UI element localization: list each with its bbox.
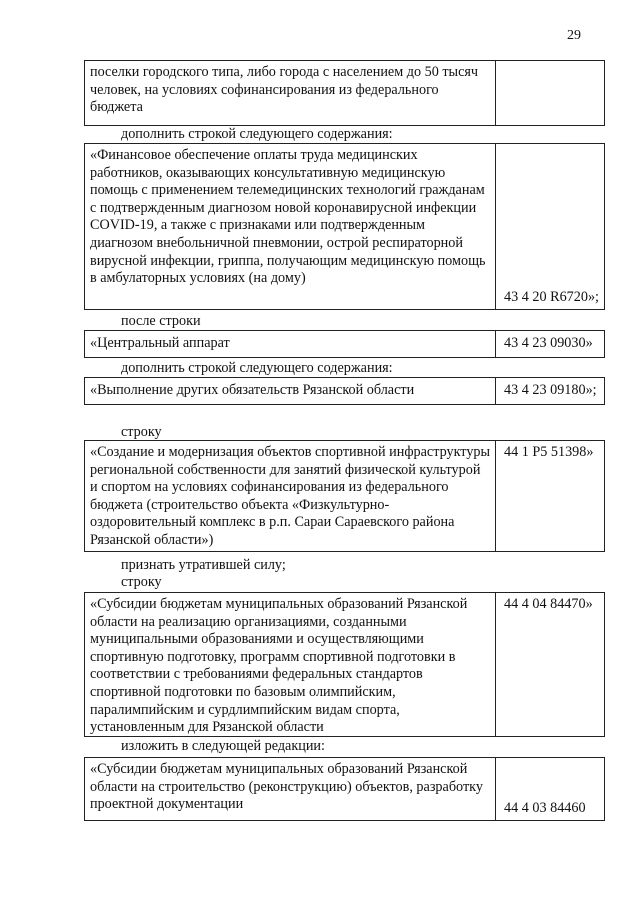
row-code-text: 44 4 03 84460	[504, 800, 586, 817]
row-description: «Субсидии бюджетам муниципальных образований Рязанской области на реализацию организациями, созданными муниципальными образованиями и осуществляющими спортивную подготовку, программ спортивной подготовки в соответствии с требованиями федеральных стандартов спортивной подготовки по базовым олимпийским, паралимпийским и сурдлимпийским видам спорта, установленным для Рязанской области	[85, 593, 496, 736]
row-description: «Выполнение других обязательств Рязанской области	[85, 378, 496, 404]
row-code	[496, 144, 604, 309]
table-row	[84, 757, 605, 821]
row-description: «Создание и модернизация объектов спортивной инфраструктуры региональной собственности для занятий физической культурой и спортом на условиях софинансирования из федерального бюджета (строительство объекта «Физкультурно-оздоровительный комплекс в р.п. Сараи Сараевского района Рязанской области»)	[85, 441, 496, 551]
table-row	[84, 330, 605, 358]
table-row	[84, 143, 605, 310]
instruction-restate: изложить в следующей редакции:	[121, 738, 325, 754]
instruction-repeal: признать утратившей силу;	[121, 557, 286, 573]
table-row	[84, 60, 605, 126]
row-code-text: 44 4 04 84470»	[504, 596, 593, 612]
row-code-text: 43 4 20 R6720»;	[504, 289, 599, 306]
row-description: «Центральный аппарат	[85, 331, 496, 357]
row-code	[496, 378, 604, 404]
row-description: «Субсидии бюджетам муниципальных образований Рязанской области на строительство (реконструкцию) объектов, разработку проектной документации	[85, 758, 496, 820]
row-description: «Финансовое обеспечение оплаты труда медицинских работников, оказывающих консультативную медицинскую помощь с применением телемедицинских технологий гражданам с подтвержденным диагнозом новой коронавирусной инфекции COVID-19, а также с признаками или подтвержденным диагнозом внебольничной пневмонии, острой респираторной вирусной инфекции, гриппа, получающим медицинскую помощь в амбулаторных условиях (на дому)	[85, 144, 496, 309]
table-row	[84, 377, 605, 405]
table-row	[84, 592, 605, 737]
instruction-line: строку	[121, 574, 162, 590]
row-code-text: 44 1 P5 51398»	[504, 444, 594, 460]
row-code	[496, 331, 604, 357]
page-number: 29	[567, 28, 581, 43]
row-code-text: 43 4 23 09030»	[504, 335, 593, 351]
instruction-add-line: дополнить строкой следующего содержания:	[121, 126, 393, 142]
row-code-text: 43 4 23 09180»;	[504, 382, 597, 398]
instruction-line: строку	[121, 424, 162, 440]
table-row	[84, 440, 605, 552]
row-code	[496, 441, 604, 551]
instruction-add-line: дополнить строкой следующего содержания:	[121, 360, 393, 376]
row-description: поселки городского типа, либо города с населением до 50 тысяч человек, на условиях софинансирования из федерального бюджета	[85, 61, 496, 125]
row-code	[496, 758, 604, 820]
instruction-after-line: после строки	[121, 313, 201, 329]
row-code	[496, 593, 604, 736]
row-code	[496, 61, 604, 125]
